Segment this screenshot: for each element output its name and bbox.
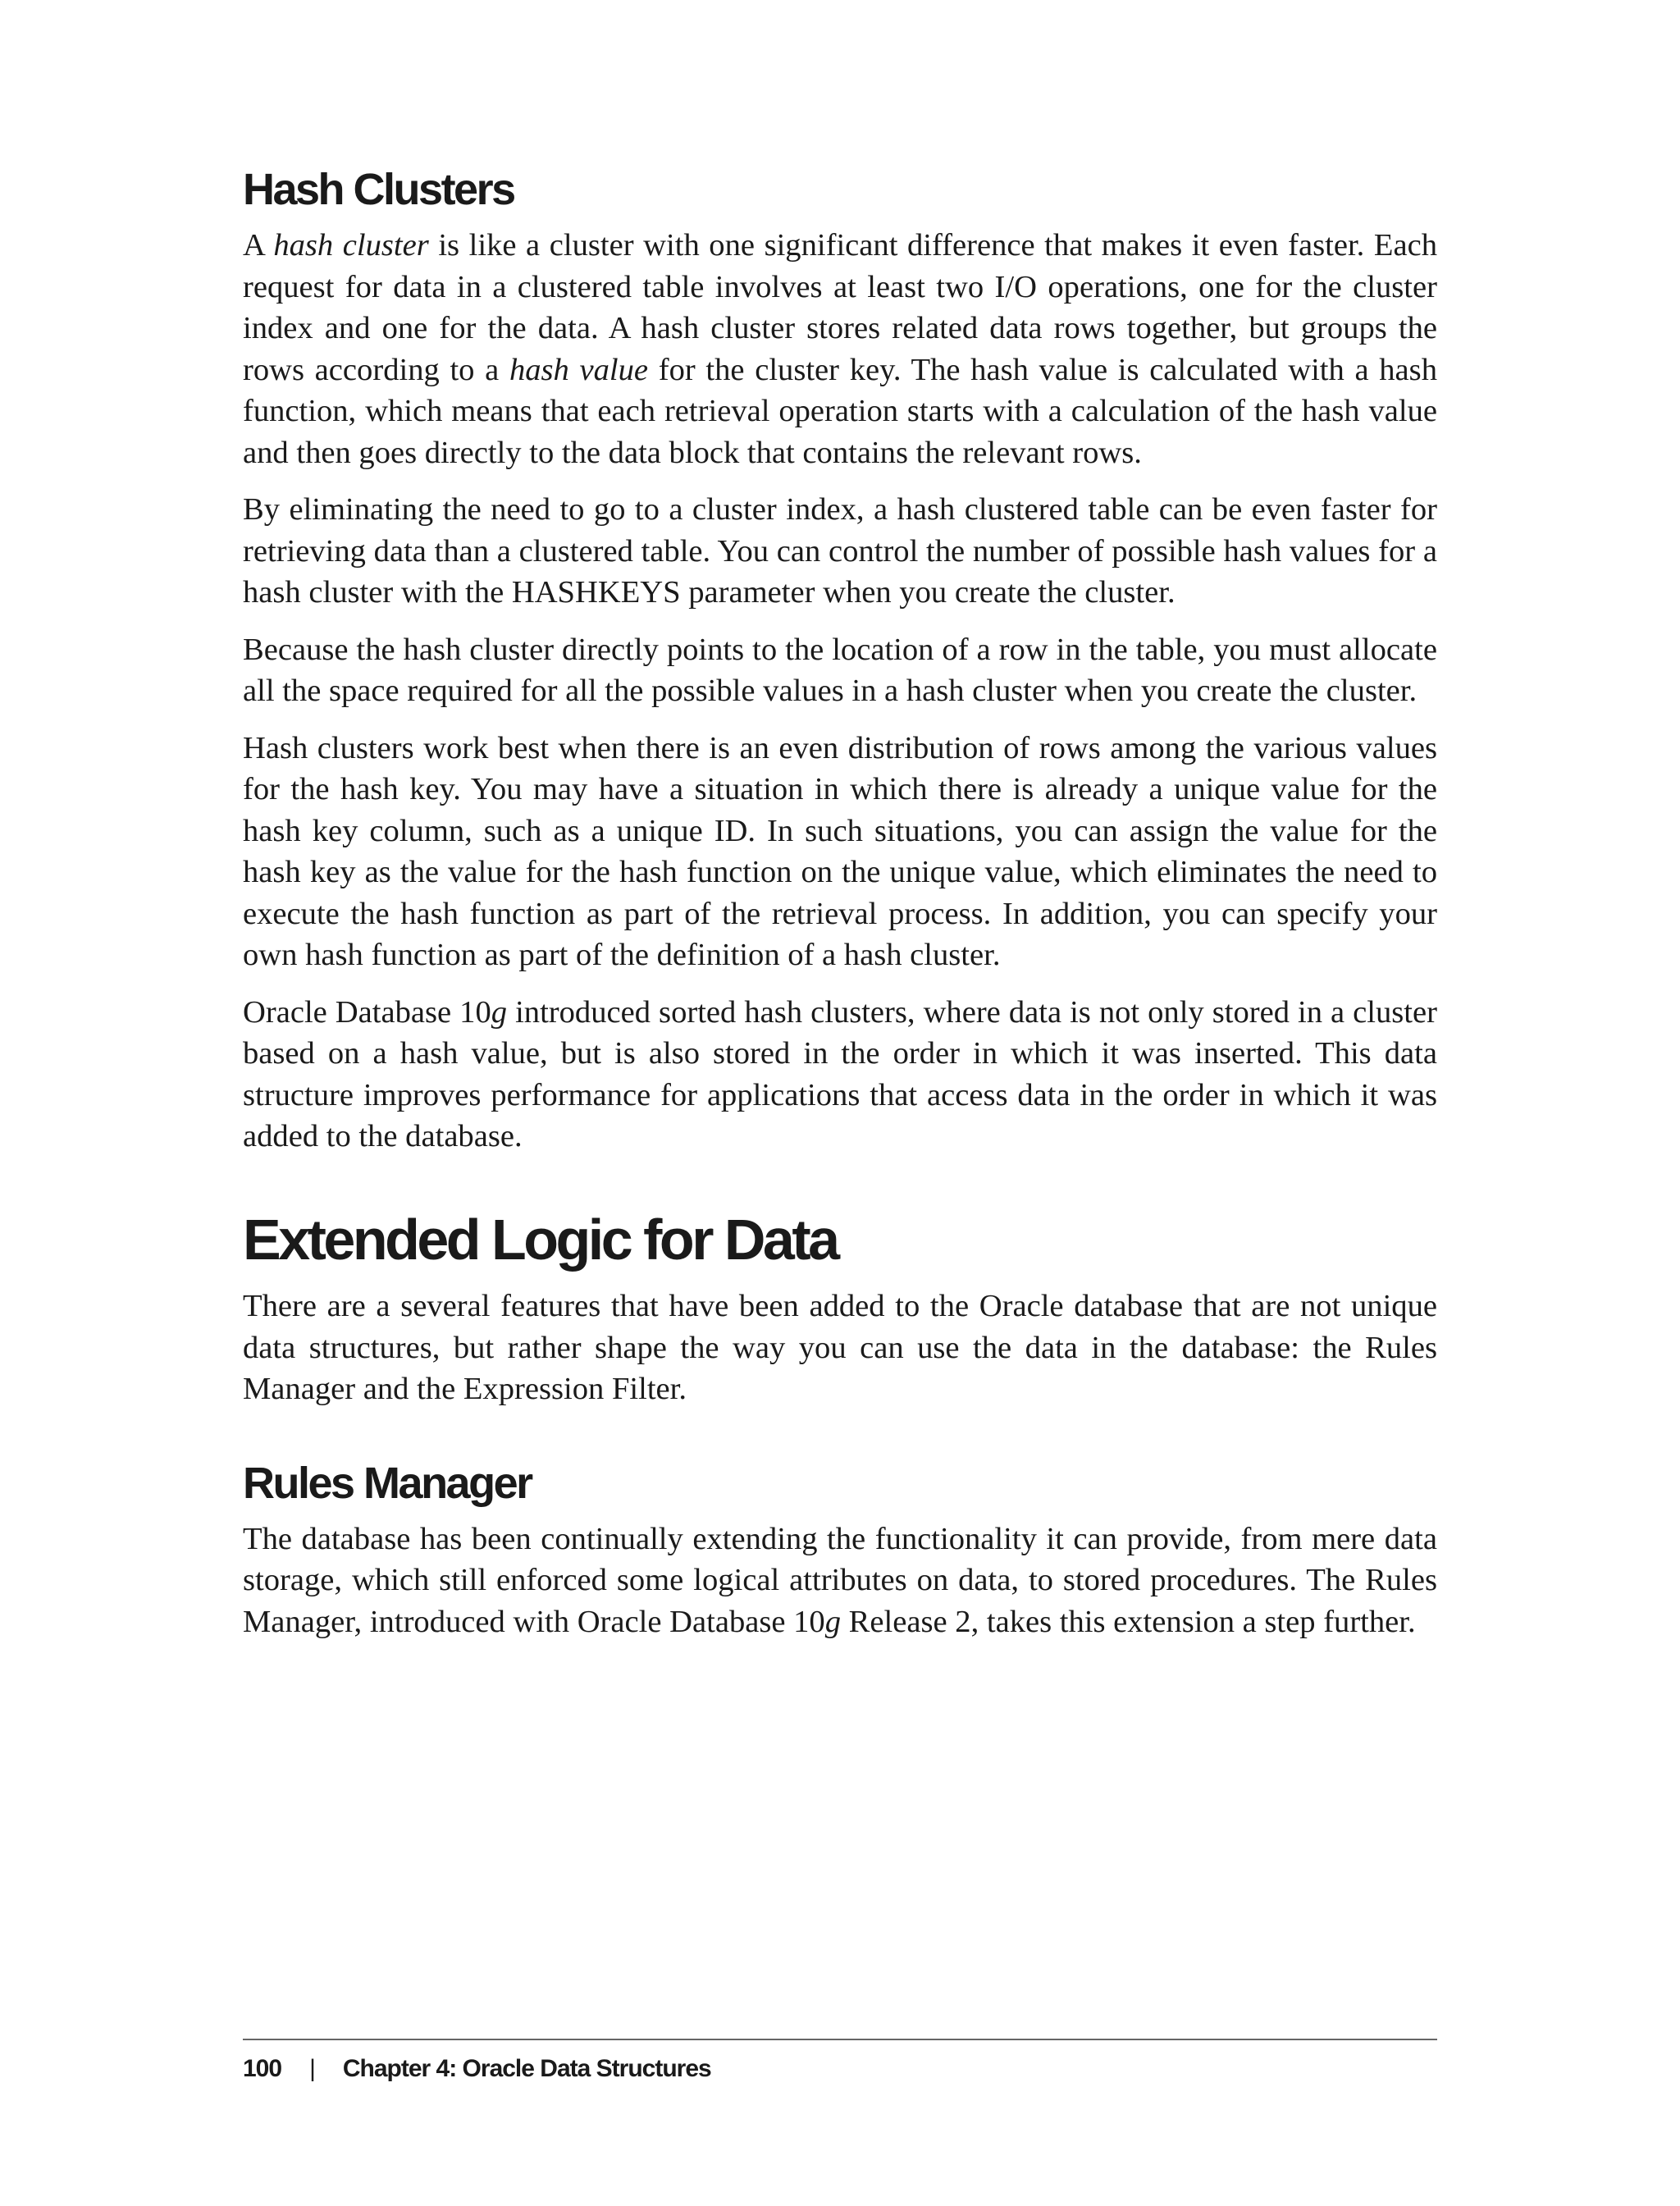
running-chapter-title: Chapter 4: Oracle Data Structures [342,2055,711,2082]
section-heading-hash-clusters: Hash Clusters [243,165,514,214]
paragraph: Hash clusters work best when there is an even distribution of rows among the various values for the hash key. You may have a situation in which there is already a unique value for the hash key column, such as a unique ID. In such situations, you can assign the value for the hash key as the value for the hash function on the unique value, which eliminates the need to execute the hash function as part of the retrieval process. In addition, you can specify your own hash function as part of the definition of a hash cluster. [243,730,1437,973]
paragraph: The database has been continually extending the functionality it can provide, from mere data storage, which still enforced some logical attributes on data, to stored procedures. The Rules Manager, introduced with Oracle Database 10g Release 2, takes this extension a step further. [243,1521,1437,1639]
paragraph: There are a several features that have been added to the Oracle database that are not unique data structures, but rather shape the way you can use the data in the database: the Rules Manager and the Expression Filter. [243,1289,1437,1407]
page-number: 100 [243,2055,282,2082]
term-emphasis: hash value [509,352,649,387]
page-content [243,164,1437,1658]
paragraph: Because the hash cluster directly points to the location of a row in the table, you must allocate all the space required for all the possible values in a hash cluster when you create the cluster. [243,632,1437,709]
chapter-heading-extended-logic: Extended Logic for Data [243,1207,838,1272]
footer-separator: | [309,2055,315,2082]
page-footer [243,2039,1437,2083]
term-emphasis: hash cluster [273,228,429,263]
paragraph: A hash cluster is like a cluster with one significant difference that makes it even faster. Each request for data in a clustered table involves at least two I/O operations, one for the cluster index and one for the data. A hash cluster stores related data rows together, but groups the rows according to a hash value for the cluster key. The hash value is calculated with a hash function, which means that each retrieval operation starts with a calculation of the hash value and then goes directly to the data block that contains the relevant rows. [243,228,1437,470]
paragraph: By eliminating the need to go to a cluster index, a hash clustered table can be even faster for retrieving data than a clustered table. You can control the number of possible hash values for a hash cluster with the HASHKEYS parameter when you create the cluster. [243,492,1437,610]
section-heading-rules-manager: Rules Manager [243,1458,532,1508]
paragraph: Oracle Database 10g introduced sorted hash clusters, where data is not only stored in a cluster based on a hash value, but is also stored in the order in which it was inserted. This data structure improves performance for applications that access data in the order in which it was added to the database. [243,994,1437,1154]
